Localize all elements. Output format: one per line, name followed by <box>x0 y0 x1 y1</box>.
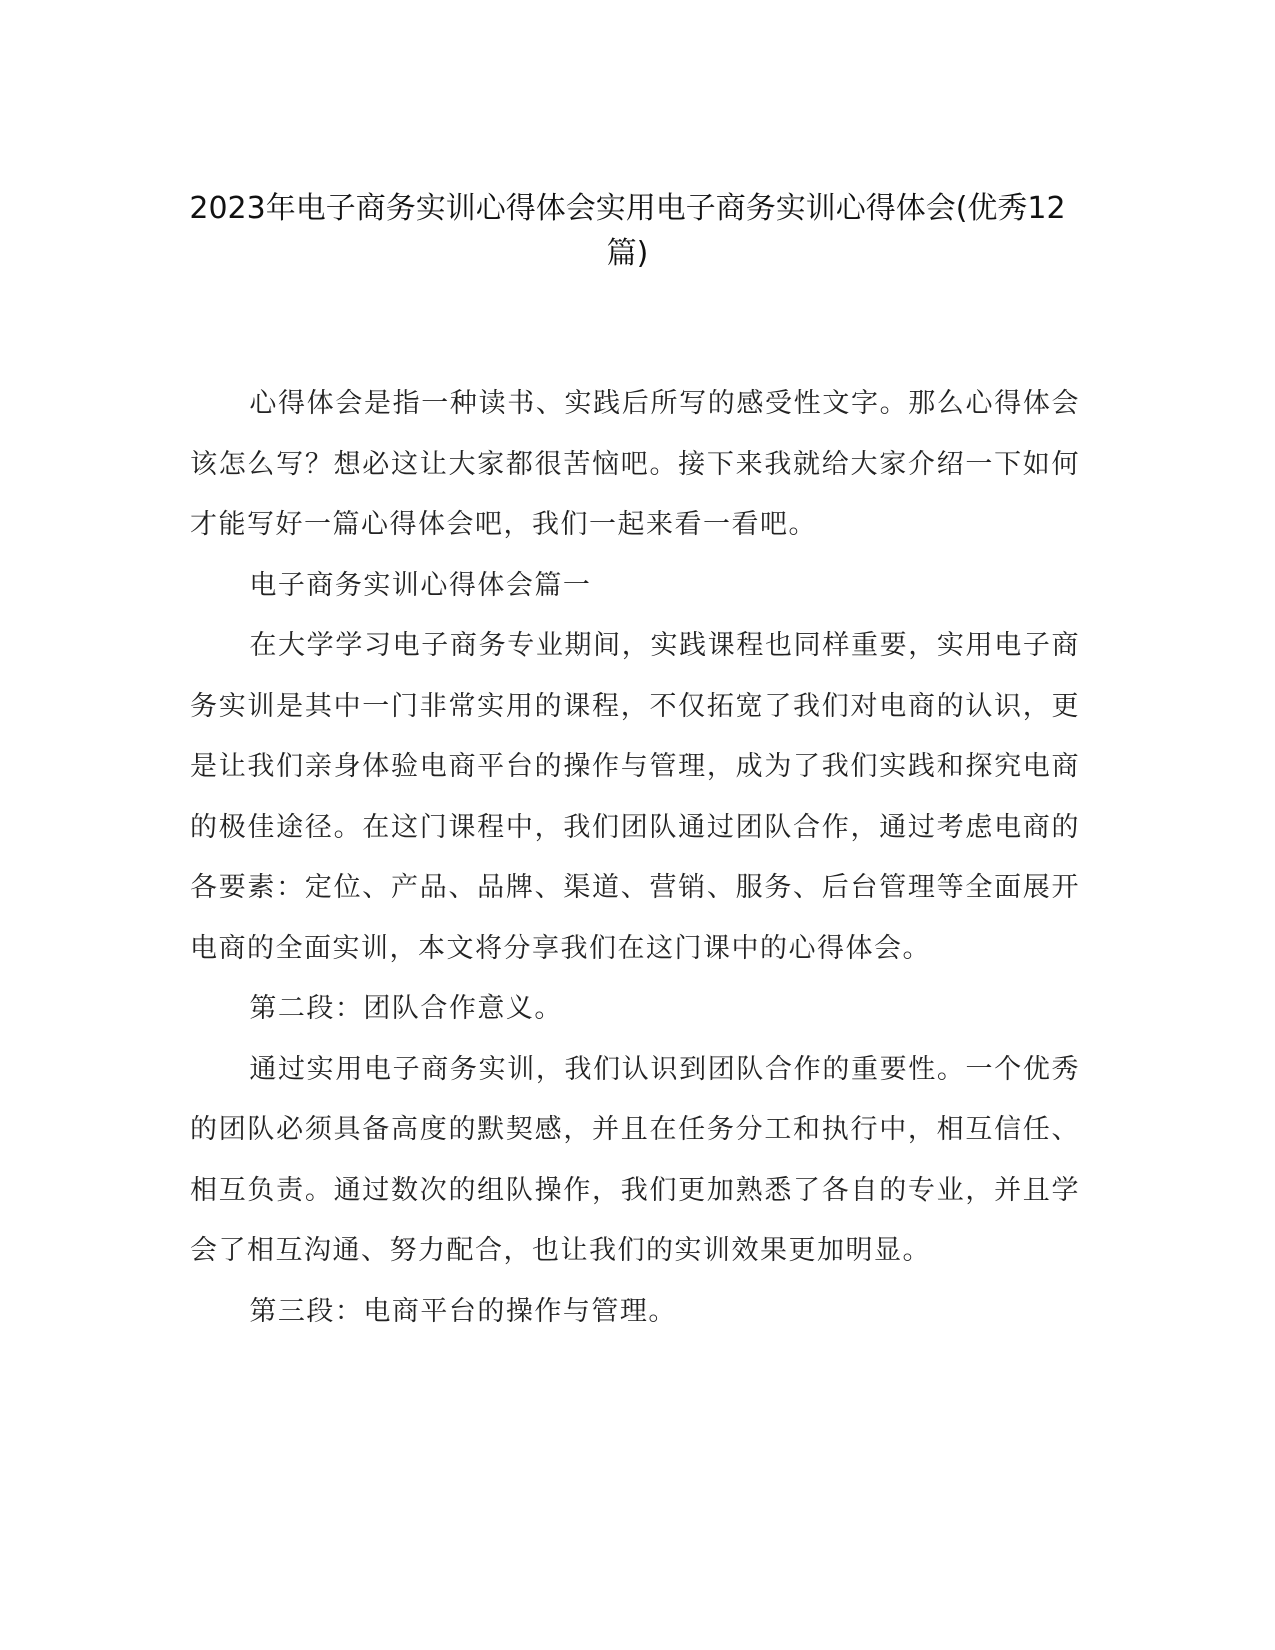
body-paragraph: 通过实用电子商务实训，我们认识到团队合作的重要性。一个优秀的团队必须具备高度的默契感，并且在任务分工和执行中，相互信任、相互负责。通过数次的组队操作，我们更加熟悉了各自的专业，并且学会了相互沟通、努力配合，也让我们的实训效果更加明显。 <box>190 1053 1080 1266</box>
document-body <box>190 374 1080 1342</box>
body-paragraph: 在大学学习电子商务专业期间，实践课程也同样重要，实用电子商务实训是其中一门非常实用的课程，不仅拓宽了我们对电商的认识，更是让我们亲身体验电商平台的操作与管理，成为了我们实践和探究电商的极佳途径。在这门课程中，我们团队通过团队合作，通过考虑电商的各要素：定位、产品、品牌、渠道、营销、服务、后台管理等全面展开电商的全面实训，本文将分享我们在这门课中的心得体会。 <box>190 630 1080 964</box>
section-heading: 第二段：团队合作意义。 <box>249 993 563 1024</box>
section-heading: 第三段：电商平台的操作与管理。 <box>249 1295 677 1327</box>
intro-paragraph: 心得体会是指一种读书、实践后所写的感受性文字。那么心得体会该怎么写？想必这让大家都很苦恼吧。接下来我就给大家介绍一下如何才能写好一篇心得体会吧，我们一起来看一看吧。 <box>190 388 1080 540</box>
section-heading: 电子商务实训心得体会篇一 <box>249 569 592 601</box>
document-title: 2023年电子商务实训心得体会实用电子商务实训心得体会(优秀12篇) <box>189 191 1066 271</box>
